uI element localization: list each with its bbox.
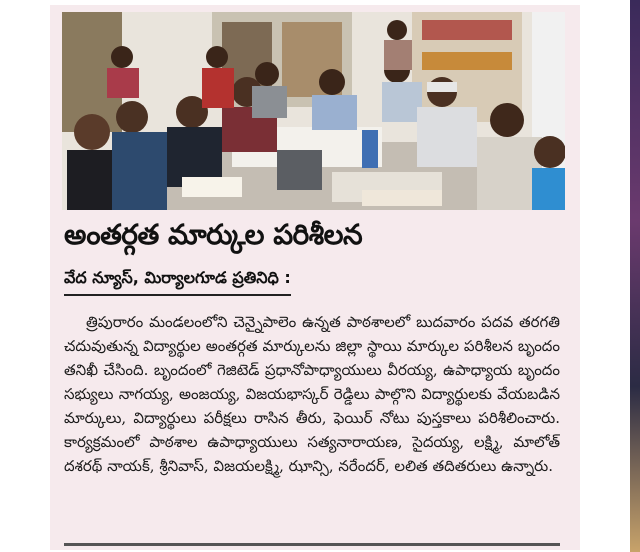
page-gap [590, 0, 630, 552]
adjacent-image-edge [630, 0, 640, 552]
article-body: త్రిపురారం మండలంలోని చెన్నైపాలెం ఉన్నత పాఠశాలలో బుదవారం పదవ తరగతి చదువుతున్న విద్యార్థుల అంతర్గత మార్కులను జిల్లా స్థాయి మార్కుల పరిశీలన బృందం తనిఖీ చేసింది. బృందంలో గెజిటెడ్ ప్రధానోపాధ్యాయులు వీరయ్య, ఉపాధ్యాయ బృందం సభ్యులు నాగయ్య, అంజయ్య, విజయభాస్కర్ రెడ్డిలు పాల్గొని విద్యార్థులకు వేయబడిన మార్కులు, విద్యార్థులు పరీక్షలు రాసిన తీరు, ఫెయిర్ నోటు పుస్తకాలు పరిశీలించారు. కార్యక్రమంలో పాఠశాల ఉపాధ్యాయులు సత్యనారాయణ, సైదయ్య, లక్ష్మి, మాలోత్ దశరథ్ నాయక్, శ్రీనివాస్, విజయలక్ష్మి, ఝాన్సి, నరేందర్, లలిత తదితరులు ఉన్నారు. [64, 313, 560, 475]
article-photo [62, 12, 565, 210]
byline: వేద న్యూస్, మిర్యాలగూడ ప్రతినిధి : [64, 268, 291, 296]
headline: అంతర్గత మార్కుల పరిశీలన [64, 218, 363, 251]
bottom-rule [64, 543, 560, 546]
